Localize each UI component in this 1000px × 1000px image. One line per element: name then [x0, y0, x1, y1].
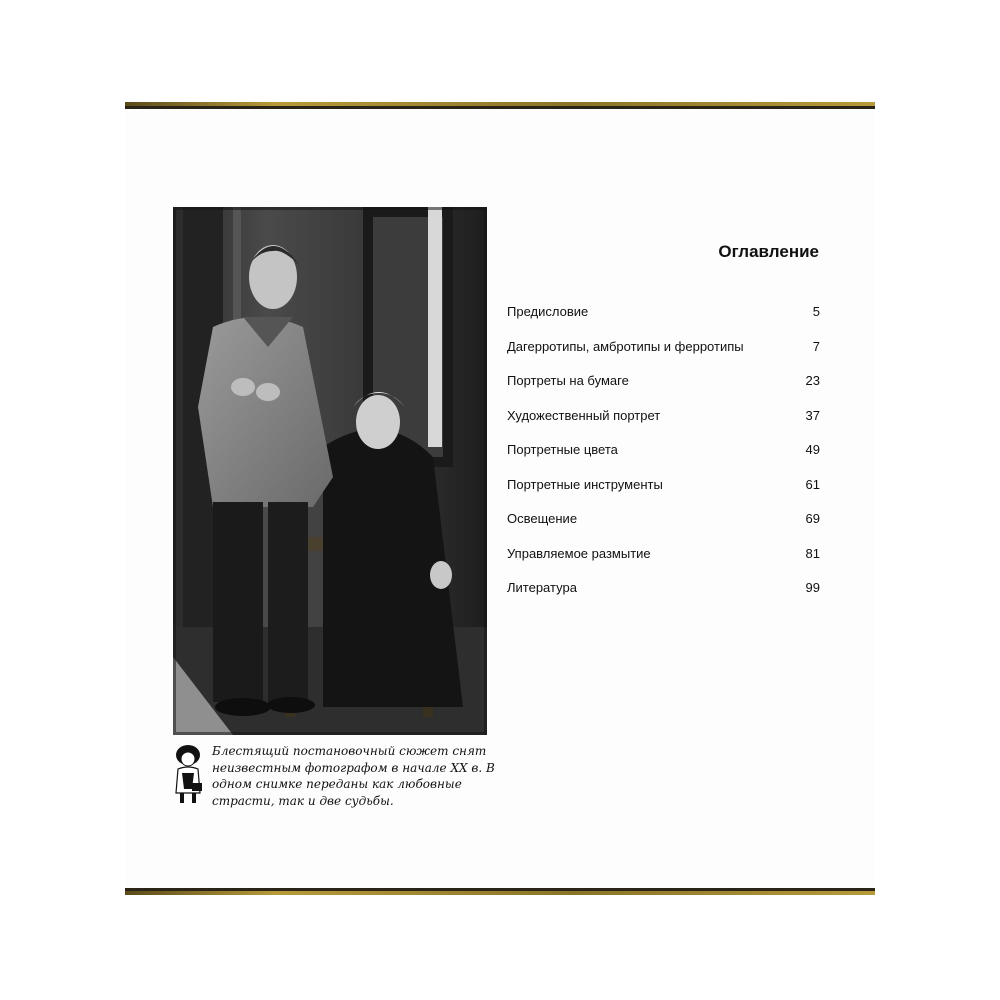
toc-item[interactable] [507, 580, 820, 615]
vintage-photograph [173, 207, 487, 735]
toc-item-page: 99 [805, 580, 820, 595]
photographer-figure-icon [172, 743, 204, 805]
toc-item[interactable] [507, 546, 820, 581]
toc-item-page: 61 [805, 476, 820, 492]
book-edge-top [125, 102, 875, 109]
toc-item-page: 49 [805, 442, 820, 457]
toc-item-label: Предисловие [507, 304, 589, 319]
toc-item-label: Литература [507, 580, 577, 595]
toc-title: Оглавление [718, 242, 819, 261]
table-of-contents [507, 304, 820, 615]
toc-item-page: 37 [805, 407, 820, 423]
toc-item[interactable] [507, 442, 820, 477]
photograph-artwork [173, 207, 487, 735]
toc-item-label: Портретные инструменты [507, 476, 663, 492]
toc-item[interactable] [507, 477, 820, 512]
caption-text: Блестящий постановочный сюжет снят неизвестным фотографом в начале XX в. В одном снимке переданы как любовные страсти, так и две судьбы. [212, 744, 495, 808]
toc-item[interactable] [507, 373, 820, 408]
toc-item-page: 5 [812, 304, 820, 319]
toc-item-label: Дагерротипы, амбротипы и ферротипы [507, 338, 744, 354]
toc-item[interactable] [507, 339, 820, 374]
photo-caption [172, 743, 495, 823]
toc-item-page: 69 [805, 511, 820, 526]
toc-item-page: 7 [812, 338, 820, 354]
book-edge-bottom [125, 888, 875, 895]
toc-item-label: Портретные цвета [507, 442, 618, 457]
toc-item[interactable] [507, 304, 820, 339]
toc-item[interactable] [507, 408, 820, 443]
toc-item-label: Освещение [507, 511, 578, 526]
toc-item[interactable] [507, 511, 820, 546]
toc-item-label: Управляемое размытие [507, 545, 651, 561]
toc-item-label: Портреты на бумаге [507, 373, 629, 388]
toc-item-page: 81 [805, 545, 820, 561]
toc-item-label: Художественный портрет [507, 407, 661, 423]
toc-item-page: 23 [805, 373, 820, 388]
